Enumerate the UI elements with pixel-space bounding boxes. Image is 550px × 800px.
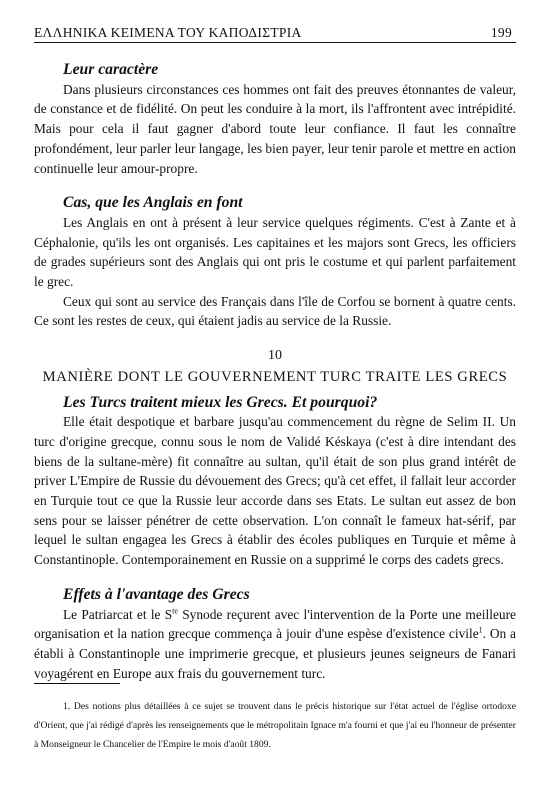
header-rule [34,42,516,43]
footnote-ref: 1 [478,625,483,635]
chapter-number: 10 [268,348,282,364]
section-title-effets: Effets à l'avantage des Grecs [63,585,250,603]
saint-superscript: te [172,606,178,616]
paragraph-anglais-2: Ceux qui sont au service des Français dans l'île de Corfou se bornent à quatre cents. Ce sont les restes de ceux, qui étaient jadis au service de la Russie. [34,293,516,329]
section-title-turcs: Les Turcs traitent mieux les Grecs. Et pourquoi? [63,393,378,411]
section-title-caractere: Leur caractère [63,61,159,78]
effets-text-a: Le Patriarcat et le S [63,606,173,622]
footnote-text: 1. Des notions plus détaillées à ce sujet se trouvent dans le précis historique sur l'état actuel de l'église ortodoxe d'Orient, que j'ai rédigé d'après les renseignements que le métropolitain Ignace m'a fourni et que j'ai eu l'honneur de présenter à Monseigneur le Chancelier de l'Empire le mois d'août 1809. [34,701,516,750]
running-title: ΕΛΛΗΝΙΚΑ ΚΕΙΜΕΝΑ ΤΟΥ ΚΑΠΟΔΙΣΤΡΙΑ [34,25,302,40]
effets-text-c: . On a établi à Constantinople une imprimerie grecque, et plusieurs jeunes seigneurs de Fanari voyagérent en Europe aux frais du gouvernement turc. [34,626,516,681]
paragraph-caractere: Dans plusieurs circonstances ces hommes ont fait des preuves étonnantes de valeur, de constance et de fidélité. On peut les conduire à la mort, ils l'affrontent avec intrépidité. Mais pour cela il faut gagner d'abord toute leur confiance. Il faut les connaître profondément, leur parler leur langage, les bien payer, leur tenir parole et mettre en action continuelle leur amour-propre. [34,81,516,176]
paragraph-anglais-1: Les Anglais en ont à présent à leur service quelques régiments. C'est à Zante et à Céphalonie, qu'ils les ont organisés. Les capitaines et les majors sont Grecs, les officiers de grades supérieurs sont des Anglais qui ont pris le costume et qui parlent parfaitement le grec. [34,214,516,290]
chapter-title: MANIÈRE DONT LE GOUVERNEMENT TURC TRAITE LES GRECS [42,368,508,385]
page-number: 199 [490,25,512,40]
footnote [34,697,516,754]
paragraph-effets [34,605,516,684]
paragraph-turcs: Elle était despotique et barbare jusqu'au commencement du règne de Selim II. Un turc d'origine grecque, connu sous le nom de Validé Késkaya (c'est à dire intendant des biens de la sultane-mère) fit connaître au sultan, qu'il était de son plus grand intérêt de priver L'Empire de Russie du dévouement des Grecs; qu'à cet effet, il fallait leur accorder en Turquie tout ce que la Russie leur accorde dans ses Etats. Le sultan eut assez de bon sens pour se laisser pénétrer de cette observation. L'on connaît le fameux hat-sérif, par lequel le sultan engagea les Grecs à établir des écoles publiques en Turquie et même à Constantinople. Contemporainement en Russie on a supprimé le corps des cadets grecs. [34,414,516,568]
main-text [34,60,516,683]
effets-text-b: Synode reçurent avec l'intervention de la Porte une meilleure organisation et la nation grecque commença à jouir d'une espèse d'existence civile [34,606,516,642]
section-title-anglais: Cas, que les Anglais en font [63,194,243,212]
running-header [34,19,512,41]
footnote-rule [34,683,120,684]
